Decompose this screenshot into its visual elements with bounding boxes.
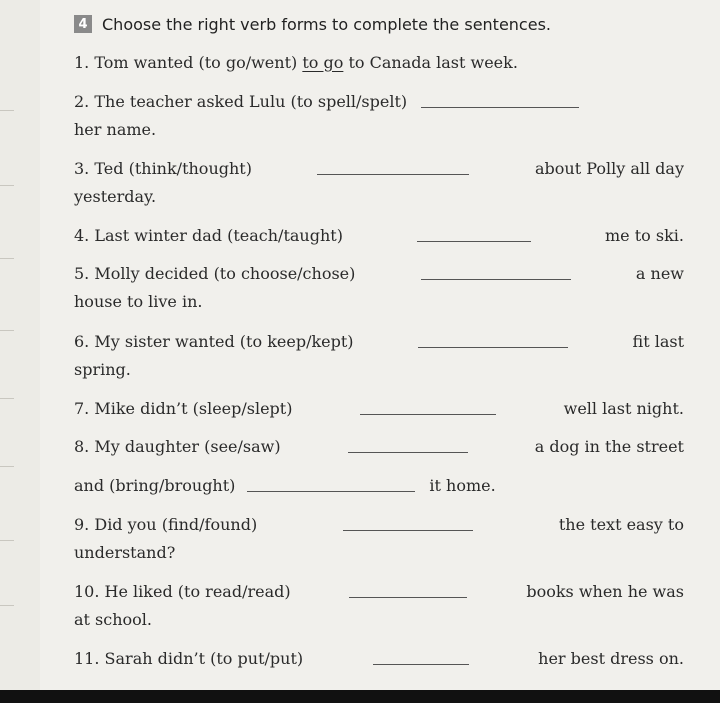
sentence-text: a new bbox=[635, 263, 684, 283]
filled-answer: to go bbox=[302, 52, 344, 72]
sentence-8 bbox=[74, 435, 684, 457]
sentence-text: My sister wanted (to keep/kept) bbox=[94, 331, 354, 351]
sentence-10 bbox=[74, 580, 684, 602]
sentence-text: about Polly all day bbox=[534, 158, 684, 178]
margin-tick bbox=[0, 110, 14, 111]
sentence-text: understand? bbox=[74, 542, 176, 562]
sentence-text: Mike didn’t (sleep/slept) bbox=[94, 398, 293, 418]
sentence-2-cont bbox=[74, 118, 684, 140]
sentence-5 bbox=[74, 262, 684, 284]
sentence-text: fit last bbox=[632, 331, 684, 351]
sentence-6-cont bbox=[74, 358, 684, 380]
item-number: 5. bbox=[74, 263, 90, 283]
answer-blank[interactable] bbox=[349, 597, 467, 598]
sentence-6 bbox=[74, 330, 684, 352]
sentence-text: and (bring/brought) bbox=[74, 475, 236, 495]
answer-blank[interactable] bbox=[247, 491, 415, 492]
margin-tick bbox=[0, 185, 14, 186]
sentence-text: Molly decided (to choose/chose) bbox=[94, 263, 356, 283]
sentence-4 bbox=[74, 224, 684, 246]
sentence-11 bbox=[74, 647, 684, 669]
margin-tick bbox=[0, 466, 14, 467]
item-number: 4. bbox=[74, 225, 90, 245]
sentence-text: Tom wanted (to go/went) bbox=[94, 52, 298, 72]
answer-blank[interactable] bbox=[360, 414, 496, 415]
sentence-3-cont bbox=[74, 185, 684, 207]
answer-blank[interactable] bbox=[373, 664, 469, 665]
sentence-2 bbox=[74, 90, 684, 112]
item-number: 10. bbox=[74, 581, 100, 601]
sentence-text: her best dress on. bbox=[538, 648, 684, 668]
sentence-1 bbox=[74, 51, 684, 73]
answer-blank[interactable] bbox=[421, 279, 571, 280]
sentence-text: books when he was bbox=[526, 581, 684, 601]
sentence-5-cont bbox=[74, 290, 684, 312]
sentence-text: The teacher asked Lulu (to spell/spelt) bbox=[94, 91, 408, 111]
sentence-text: her name. bbox=[74, 119, 157, 139]
sentence-9-cont bbox=[74, 541, 684, 563]
answer-blank[interactable] bbox=[417, 241, 531, 242]
sentence-text: well last night. bbox=[563, 398, 684, 418]
sentence-text: a dog in the street bbox=[534, 436, 684, 456]
sentence-10-cont bbox=[74, 608, 684, 630]
answer-blank[interactable] bbox=[343, 530, 473, 531]
item-number: 9. bbox=[74, 514, 90, 534]
margin-tick bbox=[0, 330, 14, 331]
sentence-text: at school. bbox=[74, 609, 152, 629]
sentence-text: Sarah didn’t (to put/put) bbox=[104, 648, 304, 668]
sentence-text: Ted (think/thought) bbox=[94, 158, 252, 178]
sentence-text: Did you (find/found) bbox=[94, 514, 258, 534]
item-number: 3. bbox=[74, 158, 90, 178]
bottom-edge bbox=[0, 690, 720, 703]
sentence-text: Last winter dad (teach/taught) bbox=[94, 225, 343, 245]
answer-blank[interactable] bbox=[317, 174, 469, 175]
sentence-7 bbox=[74, 397, 684, 419]
sentence-8-cont bbox=[74, 474, 684, 496]
sentence-text: My daughter (see/saw) bbox=[94, 436, 281, 456]
sentence-text: it home. bbox=[429, 475, 496, 495]
sentence-text: to Canada last week. bbox=[348, 52, 518, 72]
sentence-text: house to live in. bbox=[74, 291, 203, 311]
item-number: 1. bbox=[74, 52, 90, 72]
margin-tick bbox=[0, 605, 14, 606]
answer-blank[interactable] bbox=[348, 452, 468, 453]
item-number: 6. bbox=[74, 331, 90, 351]
exercise-number-badge: 4 bbox=[74, 15, 92, 33]
sentence-text: yesterday. bbox=[74, 186, 157, 206]
margin-tick bbox=[0, 258, 14, 259]
sentence-text: spring. bbox=[74, 359, 131, 379]
sentence-3 bbox=[74, 157, 684, 179]
sentence-text: He liked (to read/read) bbox=[104, 581, 291, 601]
answer-blank[interactable] bbox=[418, 347, 568, 348]
exercise-instruction: Choose the right verb forms to complete the sentences. bbox=[102, 14, 551, 34]
item-number: 8. bbox=[74, 436, 90, 456]
sentence-text: me to ski. bbox=[605, 225, 684, 245]
item-number: 11. bbox=[74, 648, 100, 668]
item-number: 7. bbox=[74, 398, 90, 418]
sentence-text: the text easy to bbox=[558, 514, 684, 534]
exercise-header bbox=[74, 13, 551, 35]
answer-blank[interactable] bbox=[421, 107, 579, 108]
margin-tick bbox=[0, 398, 14, 399]
item-number: 2. bbox=[74, 91, 90, 111]
sentence-9 bbox=[74, 513, 684, 535]
left-margin bbox=[0, 0, 40, 690]
margin-tick bbox=[0, 540, 14, 541]
